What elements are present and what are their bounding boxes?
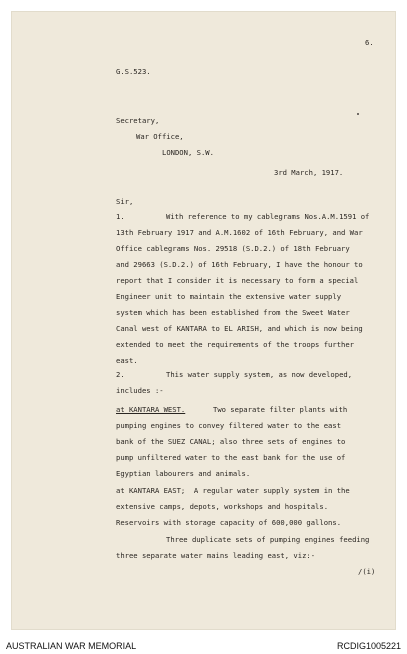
ink-mark [357,113,359,115]
paragraph-line: bank of the SUEZ CANAL; also three sets of engines to [116,437,346,446]
continuation-mark: /(i) [358,567,376,576]
paragraph-line: extended to meet the requirements of the troops further [116,340,354,349]
paragraph-line: 13th February 1917 and A.M.1602 of 16th February, and War [116,228,363,237]
section-heading: at KANTARA WEST. [116,405,186,414]
reference-number: G.S.523. [116,67,151,76]
paragraph-line: system which has been established from the Sweet Water [116,308,350,317]
paragraph-line: pumping engines to convey filtered water to the east [116,421,342,430]
addressee-line: Secretary, [116,116,160,125]
paragraph-line: and 29663 (S.D.2.) of 16th February, I have the honour to [116,260,363,269]
paragraph-line: east. [116,356,138,365]
addressee-line: War Office, [136,132,184,141]
archive-name: AUSTRALIAN WAR MEMORIAL [6,641,137,651]
paragraph-line: includes :- [116,386,164,395]
archive-footer [0,637,407,654]
paragraph-number: 1. [116,212,125,221]
paragraph-line: Office cablegrams Nos. 29518 (S.D.2.) of 18th February [116,244,350,253]
paragraph-number: 2. [116,370,125,379]
page-number: 6. [365,38,374,47]
paragraph-line: This water supply system, as now developed, [166,370,353,379]
paragraph-line: Reservoirs with storage capacity of 600,000 gallons. [116,518,342,527]
document-page [12,12,395,629]
paragraph-line: pump unfiltered water to the east bank for the use of [116,453,346,462]
paragraph-line: Canal west of KANTARA to EL ARISH, and which is now being [116,324,363,333]
paragraph-line: Two separate filter plants with [213,405,348,414]
archive-reference: RCDIG1005221 [336,641,401,651]
paragraph-line: Engineer unit to maintain the extensive water supply [116,292,342,301]
salutation: Sir, [116,197,134,206]
paragraph-line: at KANTARA EAST; A regular water supply system in the [116,486,350,495]
paragraph-line: Three duplicate sets of pumping engines feeding [166,535,370,544]
paragraph-line: With reference to my cablegrams Nos.A.M.1591 of [166,212,370,221]
paragraph-line: extensive camps, depots, workshops and hospitals. [116,502,329,511]
letter-date: 3rd March, 1917. [274,168,344,177]
paragraph-line: report that I consider it is necessary to form a special [116,276,359,285]
paragraph-line: three separate water mains leading east, viz:- [116,551,316,560]
addressee-line: LONDON, S.W. [162,148,214,157]
paragraph-line: Egyptian labourers and animals. [116,469,251,478]
